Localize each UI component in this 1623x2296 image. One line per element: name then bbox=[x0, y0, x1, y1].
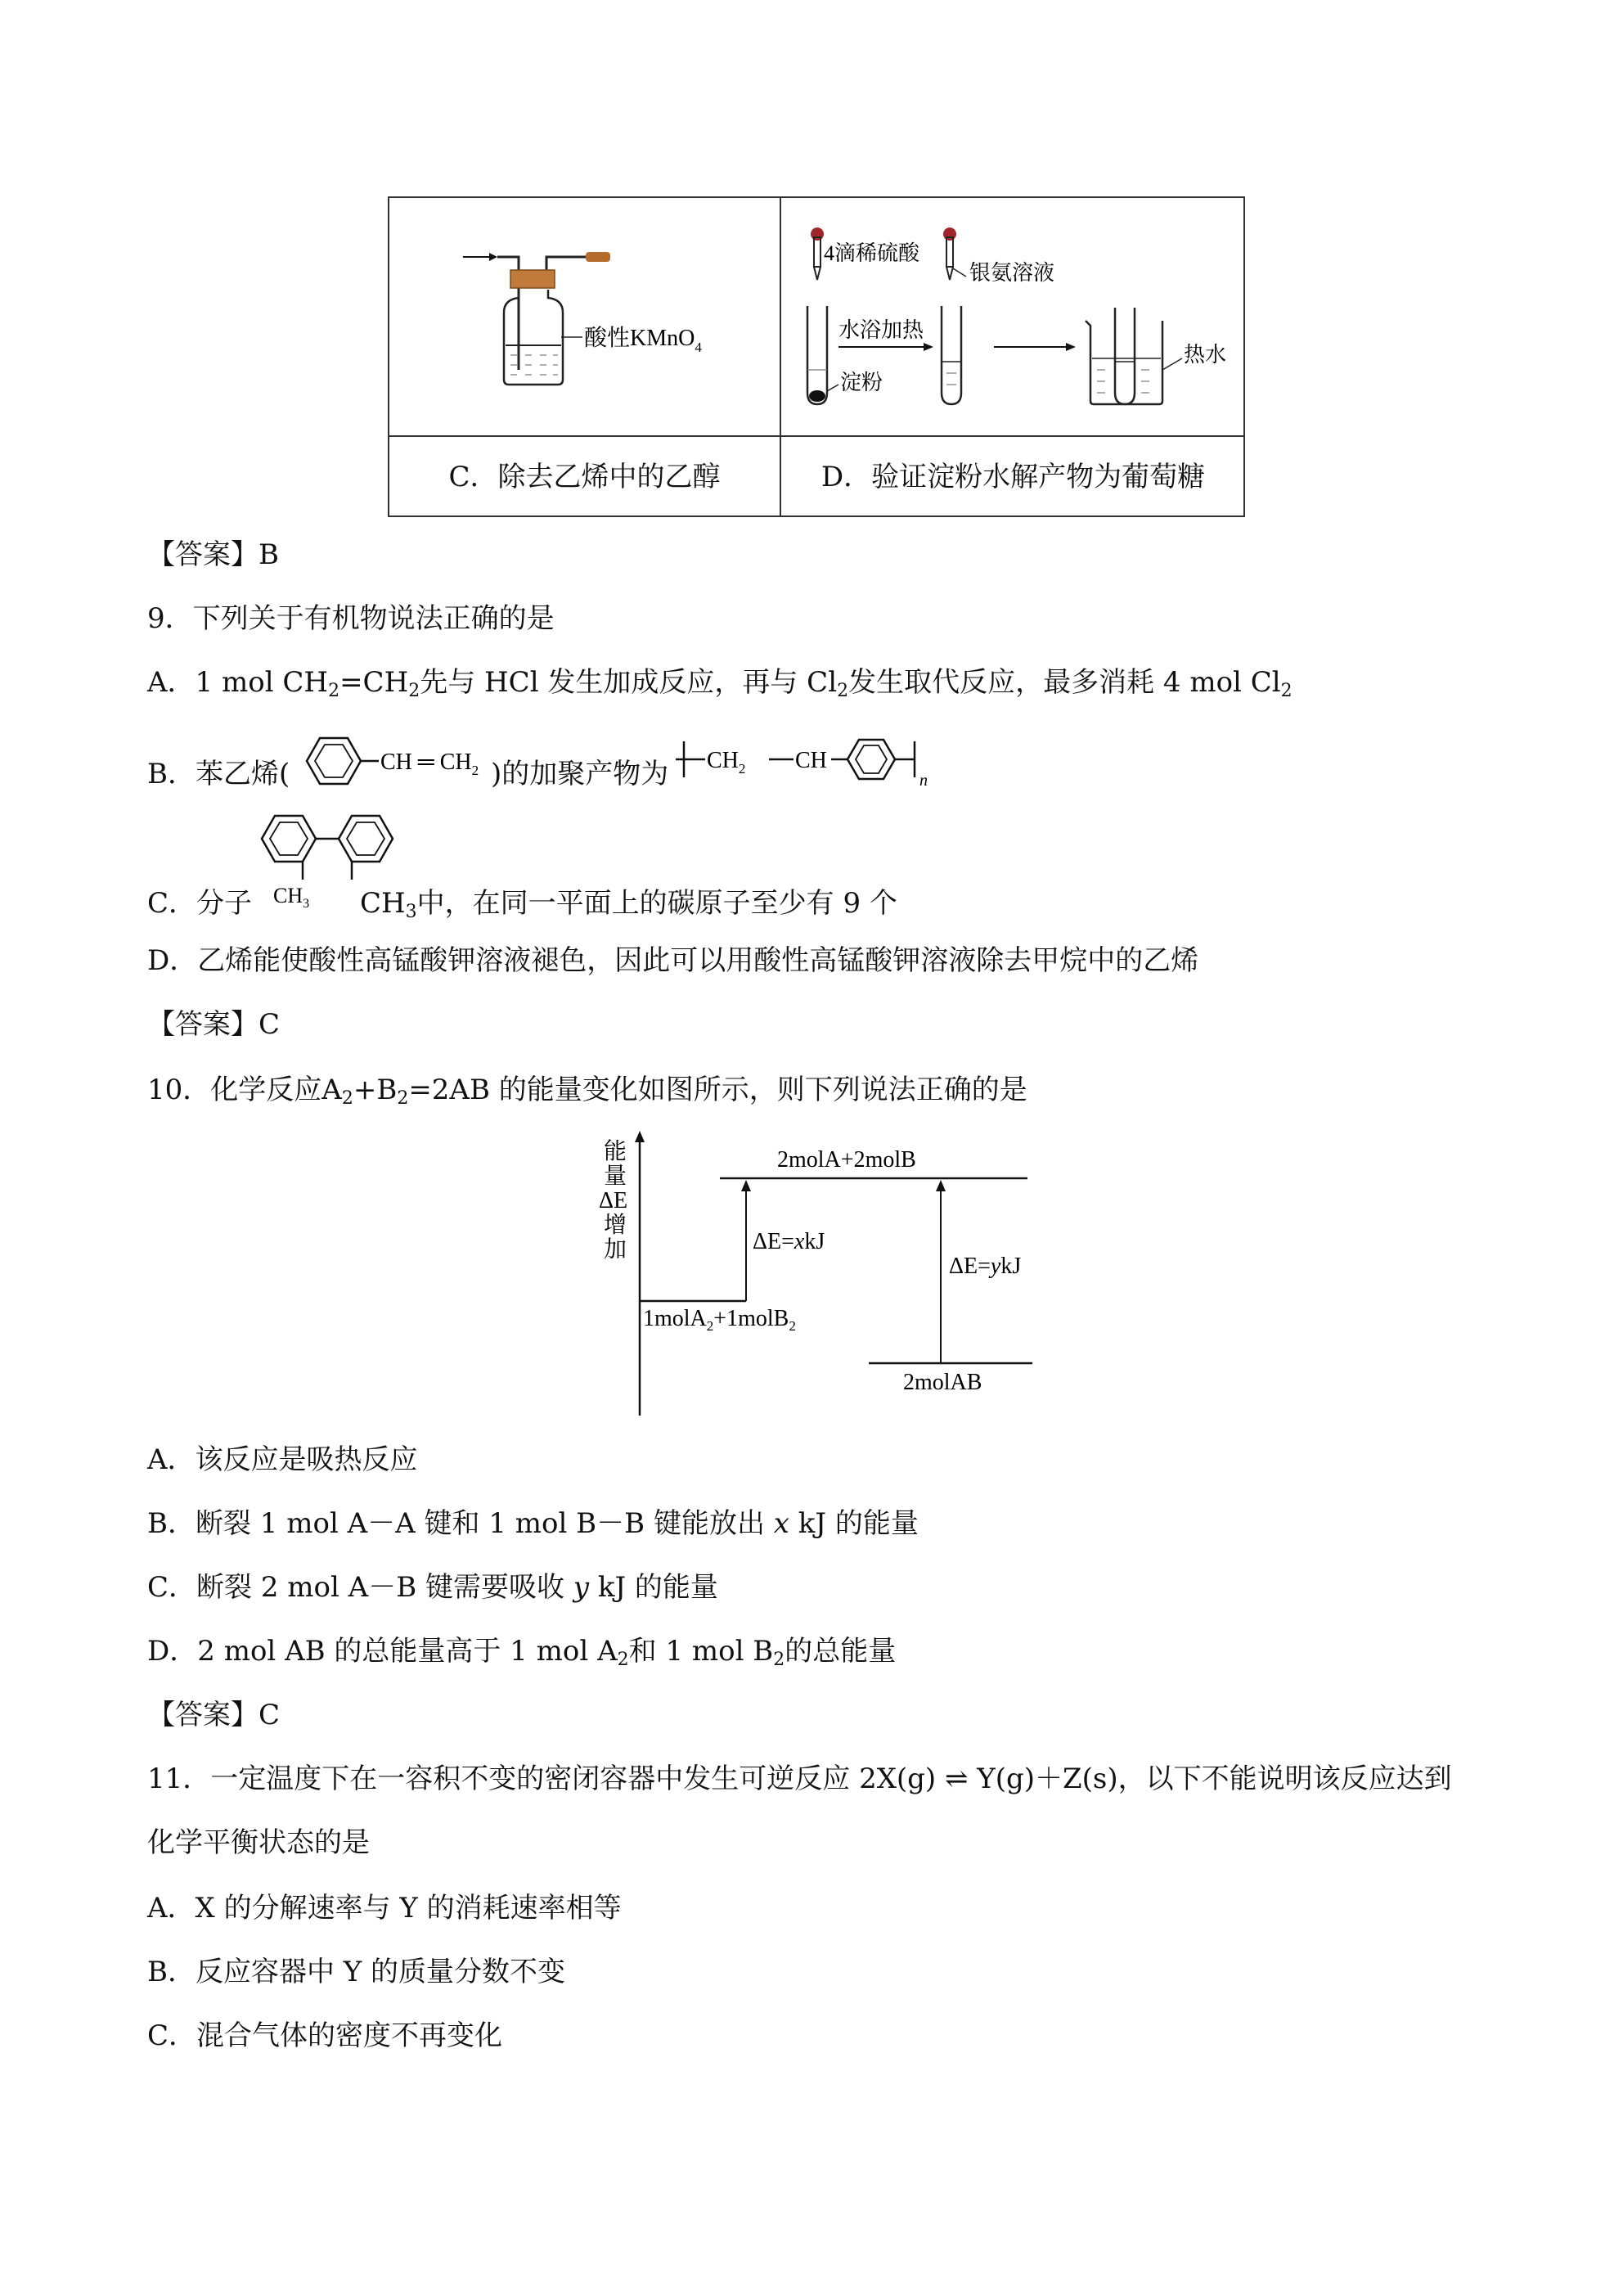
q11-option-c: C．混合气体的密度不再变化 bbox=[147, 2019, 503, 2052]
q10-option-d: D．2 mol AB 的总能量高于 1 mol $A_2$和 1 mol $B_2$的总能量 bbox=[147, 1635, 897, 1670]
q11-option-b: B．反应容器中 Y 的质量分数不变 bbox=[147, 1956, 566, 1988]
gas-washing-bottle-diagram bbox=[389, 198, 780, 435]
kmno4-label: 酸性KMnO$_4$ bbox=[584, 326, 702, 355]
q9-option-a: A．1 mol $CH_2=CH_2$先与 HCl 发生加成反应，再与 $Cl_2$发生取代反应，最多消耗 4 mol $Cl_2$ bbox=[147, 666, 1293, 701]
water-bath-label: 水浴加热 bbox=[838, 318, 924, 342]
polystyrene-structure bbox=[672, 720, 942, 802]
energy-diagram bbox=[589, 1129, 1047, 1424]
svg-text:CH3: $CH_3$ bbox=[273, 884, 310, 911]
q11-stem-line1: 11．一定温度下在一容积不变的密闭容器中发生可逆反应 2X(g) ⇌ Y(g)＋Z(s)，以下不能说明该反应达到 bbox=[147, 1763, 1452, 1795]
bottom-level-label: 2molAB bbox=[903, 1370, 982, 1395]
y-axis-char-4: 增 bbox=[604, 1213, 627, 1238]
q9-option-b-prefix: B．苯乙烯( bbox=[147, 758, 290, 790]
q10-option-a: A．该反应是吸热反应 bbox=[147, 1443, 418, 1476]
svg-text:CH2: $CH_2$ bbox=[707, 748, 746, 777]
caption-option-d: D．验证淀粉水解产物为葡萄糖 bbox=[820, 461, 1206, 493]
hot-water-label: 热水 bbox=[1184, 343, 1227, 367]
svg-text:CH ═ CH2: CH ═ $CH_2$ bbox=[380, 750, 479, 778]
caption-option-c: C．除去乙烯中的乙醇 bbox=[448, 461, 721, 493]
starch-label: 淀粉 bbox=[840, 371, 883, 394]
delta-x-label: ΔE=xkJ bbox=[753, 1229, 825, 1254]
delta-y-label: ΔE=ykJ bbox=[949, 1254, 1022, 1279]
answer-q10: 【答案】C bbox=[147, 1699, 281, 1731]
answer-q9: 【答案】C bbox=[147, 1008, 281, 1041]
answer-q8: 【答案】B bbox=[147, 538, 279, 571]
svg-text:n: n bbox=[919, 772, 928, 790]
q9-stem: 9．下列关于有机物说法正确的是 bbox=[147, 602, 555, 635]
q9-option-c-rest: $CH_3$中，在同一平面上的碳原子至少有 9 个 bbox=[360, 887, 897, 922]
q10-option-b: B．断裂 1 mol A－A 键和 1 mol B－B 键能放出 x kJ 的能量 bbox=[147, 1507, 919, 1540]
top-level-label: 2molA+2molB bbox=[777, 1147, 916, 1173]
apparatus-table bbox=[388, 196, 1245, 517]
left-level-label: 1molA$_2$+1molB$_2$ bbox=[643, 1306, 796, 1334]
q10-stem: 10．化学反应$A_2+B_2=2AB$ 的能量变化如图所示，则下列说法正确的是 bbox=[147, 1074, 1027, 1109]
silver-ammonia-label: 银氨溶液 bbox=[969, 261, 1055, 285]
starch-hydrolysis-diagram bbox=[781, 198, 1245, 435]
y-axis-char-3: ΔE bbox=[599, 1188, 628, 1213]
q9-option-b-middle: )的加聚产物为 bbox=[491, 758, 669, 790]
q11-stem-line2: 化学平衡状态的是 bbox=[147, 1826, 370, 1859]
q9-option-d: D．乙烯能使酸性高锰酸钾溶液褪色，因此可以用酸性高锰酸钾溶液除去甲烷中的乙烯 bbox=[147, 944, 1199, 977]
q10-option-c: C．断裂 2 mol A－B 键需要吸收 y kJ 的能量 bbox=[147, 1571, 718, 1604]
y-axis-char-5: 加 bbox=[604, 1237, 627, 1263]
svg-text:CH: CH bbox=[795, 748, 827, 773]
q9-option-c-prefix: C．分子 bbox=[147, 887, 253, 920]
y-axis-char-1: 能 bbox=[604, 1139, 627, 1164]
q11-option-a: A．X 的分解速率与 Y 的消耗速率相等 bbox=[147, 1892, 622, 1925]
styrene-structure bbox=[290, 720, 503, 802]
dilute-acid-label: 4滴稀硫酸 bbox=[824, 241, 920, 265]
y-axis-char-2: 量 bbox=[604, 1164, 627, 1189]
